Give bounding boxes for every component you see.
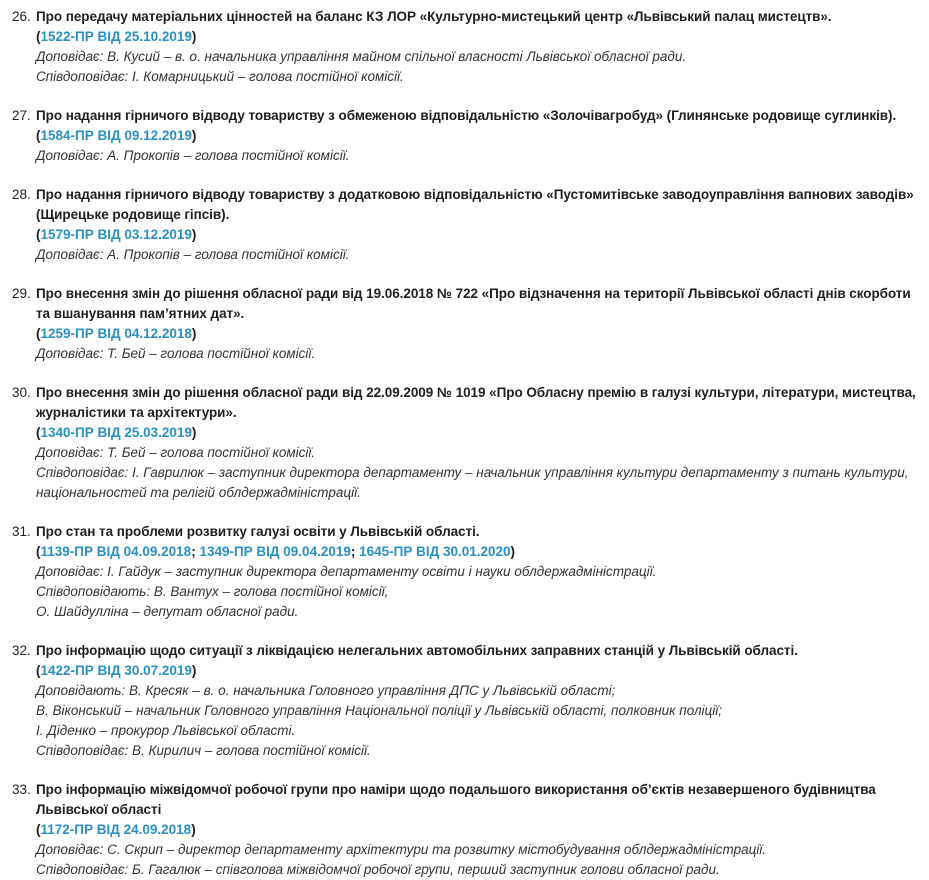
speaker-line: Співдоповідає: В. Кирилич – голова постійної комісії. bbox=[36, 743, 371, 758]
agenda-item bbox=[0, 780, 929, 880]
agenda-item-number: 29. bbox=[12, 286, 31, 301]
agenda-item-number: 28. bbox=[12, 187, 31, 202]
agenda-item-title: Про надання гірничого відводу товариству з додатковою відповідальністю «Пустомитівське заводоуправління вапнових заводів» (Щирецьке родовище гіпсів). bbox=[36, 187, 914, 222]
agenda-item-links: (1579-ПР ВІД 03.12.2019) bbox=[36, 227, 197, 242]
agenda-item-links: (1422-ПР ВІД 30.07.2019) bbox=[36, 663, 197, 678]
document-link[interactable]: 1579-ПР ВІД 03.12.2019 bbox=[40, 227, 192, 242]
agenda-item-number: 33. bbox=[12, 782, 31, 797]
speaker-line: Співдоповідає: Б. Гагалюк – співголова міжвідомчої робочої групи, перший заступник голови обласної ради. bbox=[36, 862, 720, 877]
agenda-item-number: 26. bbox=[12, 9, 31, 24]
speaker-line: В. Віконський – начальник Головного управління Національної поліції у Львівській області, полковник поліції; bbox=[36, 703, 723, 718]
document-link[interactable]: 1139-ПР ВІД 04.09.2018 bbox=[40, 544, 192, 559]
agenda-item bbox=[0, 106, 929, 166]
speaker-line: Співдоповідає: І. Комарницький – голова постійної комісії. bbox=[36, 69, 404, 84]
agenda-item-links: (1584-ПР ВІД 09.12.2019) bbox=[36, 128, 197, 143]
document-link[interactable]: 1259-ПР ВІД 04.12.2018 bbox=[40, 326, 192, 341]
speaker-line: Доповідає: А. Прокопів – голова постійної комісії. bbox=[36, 148, 350, 163]
speaker-line: Доповідає: С. Скрип – директор департаменту архітектури та розвитку містобудування облдержадміністрації. bbox=[36, 842, 767, 857]
agenda-item-links: (1259-ПР ВІД 04.12.2018) bbox=[36, 326, 197, 341]
speaker-line: О. Шайдулліна – депутат обласної ради. bbox=[36, 604, 299, 619]
speaker-line: Доповідає: В. Кусий – в. о. начальника управління майном спільної власності Львівської обласної ради. bbox=[36, 49, 687, 64]
agenda-item-links: (1139-ПР ВІД 04.09.2018; 1349-ПР ВІД 09.04.2019; 1645-ПР ВІД 30.01.2020) bbox=[36, 544, 516, 559]
speaker-line: Доповідає: Т. Бей – голова постійної комісії. bbox=[36, 445, 316, 460]
speaker-line: Доповідає: А. Прокопів – голова постійної комісії. bbox=[36, 247, 350, 262]
document-link[interactable]: 1522-ПР ВІД 25.10.2019 bbox=[40, 29, 192, 44]
speaker-line: Доповідає: І. Гайдук – заступник директора департаменту освіти і науки облдержадміністрації. bbox=[36, 564, 657, 579]
speaker-line: Доповідають: В. Кресяк – в. о. начальника Головного управління ДПС у Львівській області; bbox=[36, 683, 616, 698]
agenda-item-links: (1172-ПР ВІД 24.09.2018) bbox=[36, 822, 196, 837]
agenda-item-title: Про стан та проблеми розвитку галузі освіти у Львівській області. bbox=[36, 524, 480, 539]
agenda-item-title: Про внесення змін до рішення обласної ради від 19.06.2018 № 722 «Про відзначення на території Львівської області днів скорботи та вшанування пам’ятних дат». bbox=[36, 286, 911, 321]
agenda-item bbox=[0, 284, 929, 364]
agenda-item bbox=[0, 383, 929, 503]
agenda-item bbox=[0, 185, 929, 265]
document-link[interactable]: 1584-ПР ВІД 09.12.2019 bbox=[40, 128, 192, 143]
document-link[interactable]: 1340-ПР ВІД 25.03.2019 bbox=[40, 425, 192, 440]
speaker-line: І. Діденко – прокурор Львівської області. bbox=[36, 723, 296, 738]
agenda-item-number: 32. bbox=[12, 643, 31, 658]
agenda-item-links: (1340-ПР ВІД 25.03.2019) bbox=[36, 425, 197, 440]
agenda-item bbox=[0, 7, 929, 87]
agenda-item-title: Про інформацію міжвідомчої робочої групи про наміри щодо подальшого використання об’єктів незавершеного будівництва Львівської області bbox=[36, 782, 876, 817]
agenda-item-title: Про інформацію щодо ситуації з ліквідацією нелегальних автомобільних заправних станцій у Львівській області. bbox=[36, 643, 798, 658]
document-link[interactable]: 1349-ПР ВІД 09.04.2019 bbox=[199, 544, 351, 559]
document-link[interactable]: 1422-ПР ВІД 30.07.2019 bbox=[40, 663, 192, 678]
document-link[interactable]: 1172-ПР ВІД 24.09.2018 bbox=[40, 822, 192, 837]
agenda-item-title: Про внесення змін до рішення обласної ради від 22.09.2009 № 1019 «Про Обласну премію в галузі культури, літератури, мистецтва, журналістики та архітектури». bbox=[36, 385, 916, 420]
agenda-item bbox=[0, 522, 929, 622]
agenda-item-number: 27. bbox=[12, 108, 31, 123]
agenda-item-links: (1522-ПР ВІД 25.10.2019) bbox=[36, 29, 197, 44]
speaker-line: Співдоповідає: І. Гаврилюк – заступник директора департаменту – начальник управління культури департаменту з питань культури, національностей та релігій облдержадміністрації. bbox=[36, 465, 909, 500]
agenda-item bbox=[0, 641, 929, 761]
document-link[interactable]: 1645-ПР ВІД 30.01.2020 bbox=[359, 544, 511, 559]
agenda-item-number: 30. bbox=[12, 385, 31, 400]
agenda-item-title: Про надання гірничого відводу товариству з обмеженою відповідальністю «Золочівагробуд» (Глинянське родовище суглинків). bbox=[36, 108, 897, 123]
speaker-line: Доповідає: Т. Бей – голова постійної комісії. bbox=[36, 346, 316, 361]
speaker-line: Співдоповідають: В. Вантух – голова постійної комісії, bbox=[36, 584, 389, 599]
agenda-item-number: 31. bbox=[12, 524, 31, 539]
agenda-item-title: Про передачу матеріальних цінностей на баланс КЗ ЛОР «Культурно-мистецький центр «Львівський палац мистецтв». bbox=[36, 9, 832, 24]
